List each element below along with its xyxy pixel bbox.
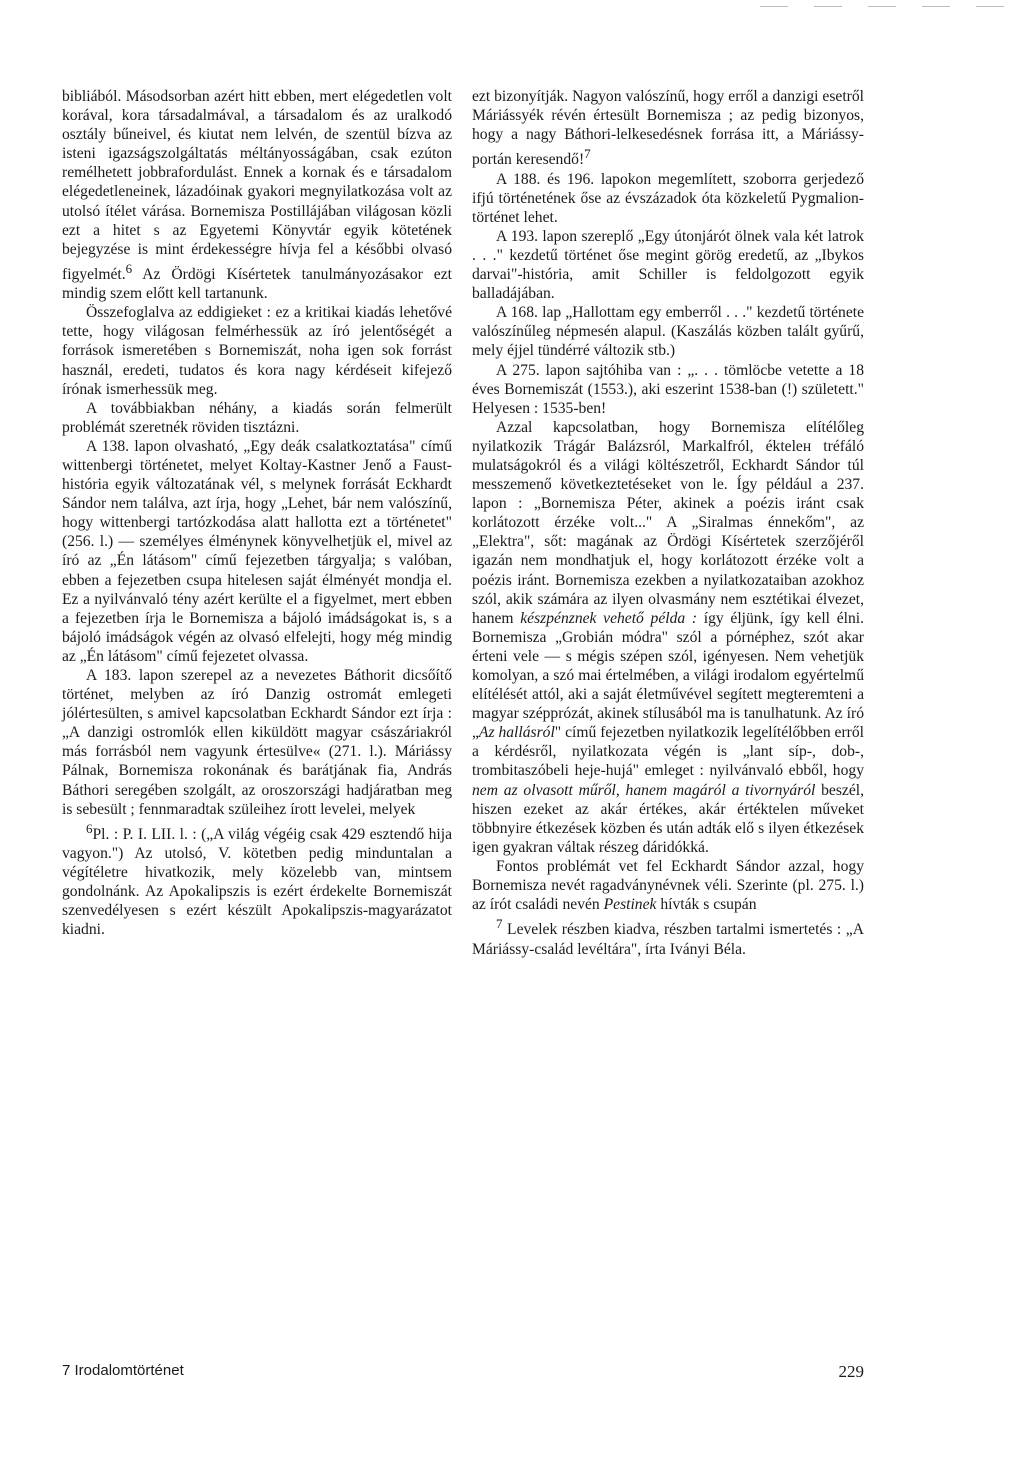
paragraph: Azzal kapcsolatban, hogy Bornemisza elítélőleg nyilatkozik Trágár Balázsról, Markalfról, ékteleн tréfáló mulatságokról és a világi költészetről, Eckhardt Sándor túl messzemenő következtetéseket von le. Így például a 237. lapon : „Bornemisza Péter, akinek a poézis iránt csak korlátozott érzéke volt..." A „Siralmas énnekőm", az „Elektra", sőt: magának az Ördögi Kísértetek szerzőjéről igazán nem mondhatjuk el, hogy korlátozott érzéke volt a poézis iránt. Bornemisza ezekben a nyilatkozataiban azokhoz szól, akik számára az ilyen olvasmány nem esztétikai élvezet, hanem készpénznek vehető példa : így éljünk, így kell élni. Bornemisza „Grobián módra" szól a pórnéphez, szót akar érteni vele — s mégis szépen szól, igényesen. Nem vehetjük komolyan, a szó mai értelmében, a világi irodalom egyértelmű elítélését attól, aki a saját életművével segített megteremteni a magyar szépprózát, akinek stílusából ma is tanulhatunk. Az író „Az hallásról" című fejezetben nyilatkozik legelítélőbben erről a kérdésről, nyilatkozata végén is „lant síp-, dob-, trombitaszóbeli heje-hujá" emleget : nyilvánvaló ebből, hogy nem az olvasott műről, hanem magáról a tivornyáról beszél, hiszen ezeket az akár értékes, akár értéktelen műveket többnyire étkezések közben és után adták elő s ilyen étkezések igen gyakran váltak részeg dáridókká. <box>472 418 864 856</box>
paragraph: Fontos problémát vet fel Eckhardt Sándor azzal, hogy Bornemisza nevét ragadványnévnek véli. Szerinte (pl. 275. l.) az írót családi nevén Pestinek hívták s csupán <box>472 857 864 914</box>
footnote-ref: 7 <box>584 146 591 162</box>
emphasis: Az hallásról <box>478 724 555 742</box>
paragraph: A 193. lapon szereplő „Egy útonjárót ölnek vala két latrok . . ." kezdetű történet őse megint görög eredetű, az „Ibykos darvai"-história, amit Schiller is feldolgozott egyik balladájában. <box>472 227 864 303</box>
left-column <box>62 87 452 940</box>
paragraph: A 168. lap „Hallottam egy emberről . . ." kezdetű története valószínűleg népmesén alapul. (Kaszálás közben talált gyűrű, mely éjjel tündérré változik stb.) <box>472 304 864 360</box>
edge-dash <box>976 6 1004 7</box>
signature-mark: 7 Irodalomtörténet <box>62 1362 184 1379</box>
paragraph: A 275. lapon sajtóhiba van : „. . . tömlöcbe vetette a 18 éves Bornemiszát (1553.), aki eszerint 1538-ban (!) született." Helyesen : 1535-ben! <box>472 361 864 417</box>
footnote: $^6$Pl. : P. I. LII. l. : („A világ végéig csak 429 esztendő hija vagyon.") Az utolsó, V. kötetben pedig minduntalan a végítéletre hivatkozik, mely közelebb van, mintsem gondolnánk. Az Apokalipszis is ezért érdekelte Bornemiszát szenvedélyesen s ezért készült Apokalipszis-magyarázatot kiadni. <box>62 820 452 939</box>
page-number: 229 <box>838 1362 864 1381</box>
footnote: $^7$ Levelek részben kiadva, részben tartalmi ismertetés : „A Máriássy-család levéltára", írta Iványi Béla. <box>472 916 864 958</box>
page-footer <box>62 1362 864 1386</box>
edge-dash <box>814 6 842 7</box>
emphasis: Pestinek <box>603 896 657 914</box>
top-edge-marks <box>760 6 1004 7</box>
paragraph: bibliából. Másodsorban azért hitt ebben, mert elégedetlen volt korával, kora társadalmával, a társadalom és az uralkodó osztály bűneivel, és kiutat nem lelvén, de szentül bízva az isteni igazságszolgáltatás méltányosságában, csak ezúton remélhetett jobbrafordulást. Ennek a kornak és e társadalom elégedetleneinek, lázadóinak gyakori megnyilatkozása volt az utolsó ítélet várása. Bornemisza Postillájában világosan közli ezt a hitet s az Egyetemi Könyvtár egyik kötetének bejegyzése is mint érdekességre hívja fel a későbbi olvasó figyelmét.$^6$ Az Ördögi Kísértetek tanulmányozásakor ezt mindig szem előtt kell tartanunk. <box>62 88 452 303</box>
edge-dash <box>922 6 950 7</box>
emphasis: készpénznek vehető példa : <box>520 609 698 627</box>
right-column <box>472 87 864 959</box>
paragraph: A 138. lapon olvasható, „Egy deák csalatkoztatása" című wittenbergi történetet, melyet Koltay-Kastner Jenő a Faust-história egyik változatának vél, s melynek forrását Eckhardt Sándor nem találva, azt írja, hogy „Lehet, bár nem valószínű, hogy wittenbergi tartózkodása alatt hallotta ezt a történetet" (256. l.) — személyes élménynek könyvelhetjük el, mivel az író az „Én látásom" című fejezetben tárgyalja; s valóban, ebben a fejezetben csupa hitelesen saját élményét mondja el. Ez a nyilvánvaló tény azért kerülte el a figyelmet, mert ebben a fejezetben írja le Bornemisza a bájoló imádságokat is, s a bájoló imádságok végén az olvasó elfelejti, hogy még mindig az „Én látásom" című fejezetet olvassa. <box>62 437 452 665</box>
paragraph: A továbbiakban néhány, a kiadás során felmerült problémát szeretnék röviden tisztázni. <box>62 399 452 436</box>
footnote-number: 7 <box>496 916 503 932</box>
paragraph: A 183. lapon szerepel az a nevezetes Báthorit dicsőítő történet, melyben az író Danzig ostromát emlegeti jólértesülten, s amivel kapcsolatban Eckhardt Sándor ezt írja : „A danzigi ostromlók ellen kiküldött magyar császáriakról más forrásból nem vagyunk értesülve« (271. l.). Máriássy Pálnak, Bornemisza rokonának és barátjának fia, András Báthori seregében szolgált, az oroszországi hadjáratban meg is sebesült ; fennmaradtak szüleihez írott levelei, melyek <box>62 667 452 818</box>
edge-dash <box>760 6 788 7</box>
paragraph: ezt bizonyítják. Nagyon valószínű, hogy erről a danzigi esetről Máriássyék révén értesült Bornemisza ; az pedig bizonyos, hogy a nagy Báthori-lelkesedésnek forrása itt, a Máriássy-portán keresendő!$^7$ <box>472 88 864 169</box>
footnote-ref: 6 <box>125 260 133 276</box>
emphasis: nem az olvasott műről, hanem magáról a tivornyáról <box>472 781 816 799</box>
footnote-number: 6 <box>86 820 93 836</box>
paragraph: A 188. és 196. lapokon megemlített, szoborra gerjedező ifjú történetének őse az évszázadok óta közkeletű Pygmalion-történet lehet. <box>472 170 864 226</box>
paragraph: Összefoglalva az eddigieket : ez a kritikai kiadás lehetővé tette, hogy világosan felmérhessük az író jelentőségét a források ismeretében s Bornemiszát, noha igen sok forrást használ, eredeti, tudatos és kora nagy kérdéseit kifejező írónak ismerhessük meg. <box>62 304 452 398</box>
edge-dash <box>868 6 896 7</box>
